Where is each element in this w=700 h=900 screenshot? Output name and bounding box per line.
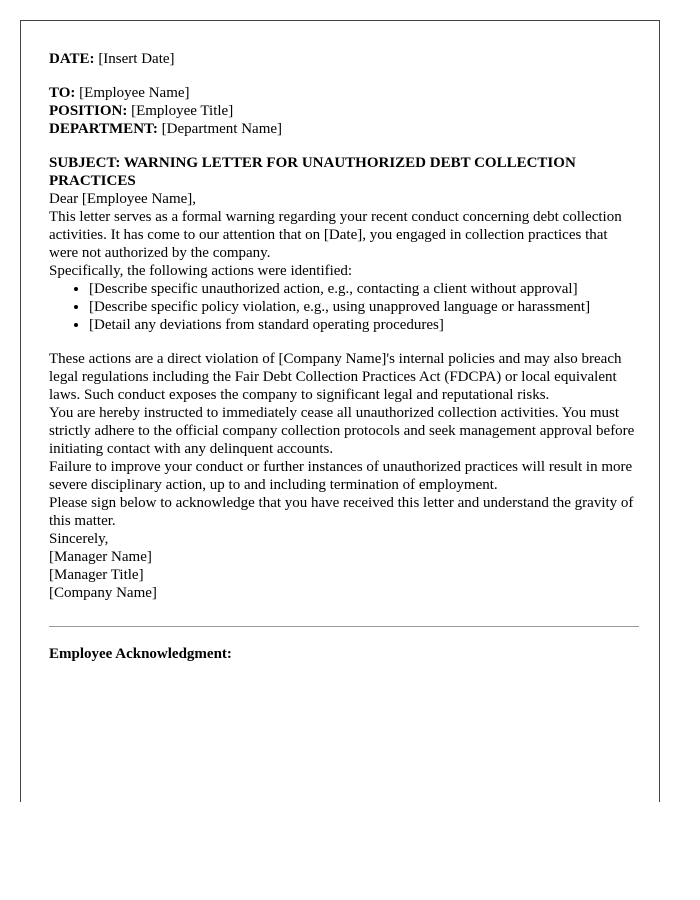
to-label: TO: [49,85,76,101]
list-item: • [Describe specific policy violation, e.g., using unapproved language or harassment] [89,298,639,316]
recipient-block [49,84,639,138]
violation-paragraph: These actions are a direct violation of [Company Name]'s internal policies and may also breach legal regulations including the Fair Debt Collection Practices Act (FDCPA) or local equivalent laws. Such conduct exposes the company to significant legal and reputational risks. [49,351,622,403]
manager-title: [Manager Title] [49,567,144,583]
date-block [49,50,639,68]
manager-name: [Manager Name] [49,549,152,565]
department-value: [Department Name] [161,121,283,137]
intro-paragraph: This letter serves as a formal warning regarding your recent conduct concerning debt collection activities. It has come to our attention that on [Date], you engaged in collection practices that were not authorized by the company. [49,209,622,261]
acknowledgment-heading: Employee Acknowledgment: [49,646,232,662]
section-divider [49,626,639,627]
to-line [49,84,639,102]
to-value: [Employee Name] [79,85,190,101]
list-intro: Specifically, the following actions were identified: [49,263,353,279]
acknowledge-request-paragraph: Please sign below to acknowledge that you have received this letter and understand the gravity of this matter. [49,495,634,529]
salutation: Dear [Employee Name], [49,191,197,207]
consequence-paragraph: Failure to improve your conduct or further instances of unauthorized practices will result in more severe disciplinary action, up to and including termination of employment. [49,459,633,493]
signature-block [49,548,639,602]
valediction: Sincerely, [49,531,109,547]
date-line [49,50,639,68]
date-value: [Insert Date] [98,51,175,67]
letter-page [20,20,660,802]
instruction-paragraph: You are hereby instructed to immediately cease all unauthorized collection activities. You must strictly adhere to the official company collection protocols and seek management approval before initiating contact with any delinquent accounts. [49,405,635,457]
department-line [49,120,639,138]
position-line [49,102,639,120]
list-item: • [Describe specific unauthorized action, e.g., contacting a client without approval] [89,280,639,298]
warning-letter [49,50,639,663]
position-value: [Employee Title] [131,103,234,119]
list-item: • [Detail any deviations from standard operating procedures] [89,316,639,334]
position-label: POSITION: [49,103,128,119]
department-label: DEPARTMENT: [49,121,158,137]
subject-line: SUBJECT: WARNING LETTER FOR UNAUTHORIZED DEBT COLLECTION PRACTICES [49,155,576,189]
company-name: [Company Name] [49,585,157,601]
identified-actions-list [49,280,639,334]
date-label: DATE: [49,51,95,67]
